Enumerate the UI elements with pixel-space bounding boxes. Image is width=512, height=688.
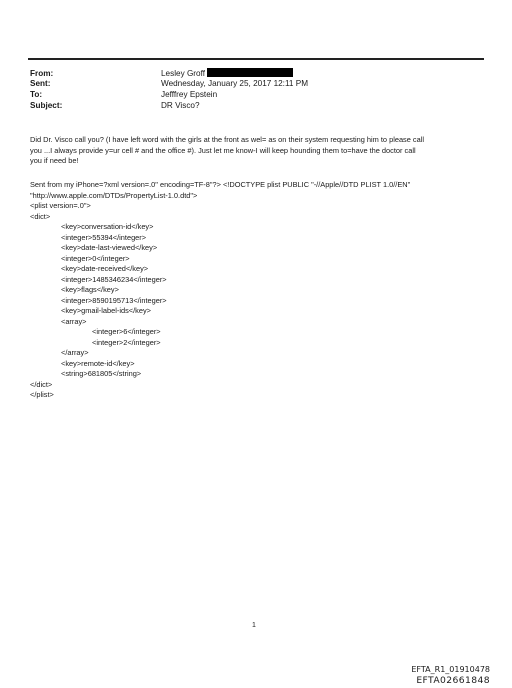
code-line: <key>conversation-id</key>	[61, 222, 154, 231]
from-value: Lesley Groff	[161, 69, 205, 78]
sent-label: Sent:	[30, 79, 51, 88]
code-line: <string>681805</string>	[61, 369, 142, 378]
message-plist-block	[30, 180, 490, 401]
code-line: <key>flags</key>	[61, 285, 119, 294]
code-line: <integer>8590195713</integer>	[61, 295, 167, 305]
code-line: <integer>0</integer>	[61, 253, 130, 263]
text-line: you ...I always provide y=ur cell # and the office #). Just let me know-I will keep hounding them to=have the doctor call	[30, 145, 416, 155]
code-line: <integer>1485346234</integer>	[61, 274, 167, 284]
code-line: <key>gmail-label-ids</key>	[61, 306, 151, 315]
code-line: </plist>	[30, 390, 54, 399]
text-line: <plist version=.0">	[30, 201, 91, 210]
to-value: Jefffrey Epstein	[161, 90, 218, 99]
code-line: <key>date-last-viewed</key>	[61, 243, 158, 252]
code-line: <integer>55394</integer>	[61, 232, 147, 242]
sent-value: Wednesday, January 25, 2017 12:11 PM	[161, 79, 309, 88]
subject-row	[30, 101, 200, 111]
bates-stamp-large: EFTA02661848	[416, 675, 490, 686]
sent-row	[30, 79, 308, 89]
from-label: From:	[30, 69, 54, 78]
page-number: 1	[252, 622, 256, 629]
code-line: </array>	[61, 348, 89, 357]
header-divider	[28, 58, 484, 60]
bates-stamp-small: EFTA_R1_01910478	[411, 665, 490, 674]
code-line: </dict>	[30, 379, 53, 389]
text-line: Did Dr. Visco call you? (I have left word with the girls at the front as wel= as on their system requesting him to please call	[30, 135, 425, 144]
to-label: To:	[30, 90, 43, 99]
to-row	[30, 90, 217, 100]
code-line: <integer>2</integer>	[92, 337, 161, 347]
subject-value: DR Visco?	[161, 101, 200, 110]
message-paragraph-1	[30, 135, 490, 167]
code-line: <array>	[61, 316, 87, 326]
text-line: <dict>	[30, 211, 51, 221]
code-line: <key>date-received</key>	[61, 264, 149, 273]
subject-label: Subject:	[30, 101, 63, 110]
text-line: you if need be!	[30, 156, 79, 165]
text-line: Sent from my iPhone=?xml version=.0" encoding=TF-8"?> <!DOCTYPE plist PUBLIC "-//Apple//DTD PLIST 1.0//EN"	[30, 180, 411, 189]
code-line: <key>remote-id</key>	[61, 358, 135, 368]
redaction-block	[207, 68, 293, 77]
text-line: "http://www.apple.com/DTDs/PropertyList-1.0.dtd">	[30, 190, 198, 200]
code-line: <integer>6</integer>	[92, 327, 161, 336]
from-row	[30, 68, 293, 79]
